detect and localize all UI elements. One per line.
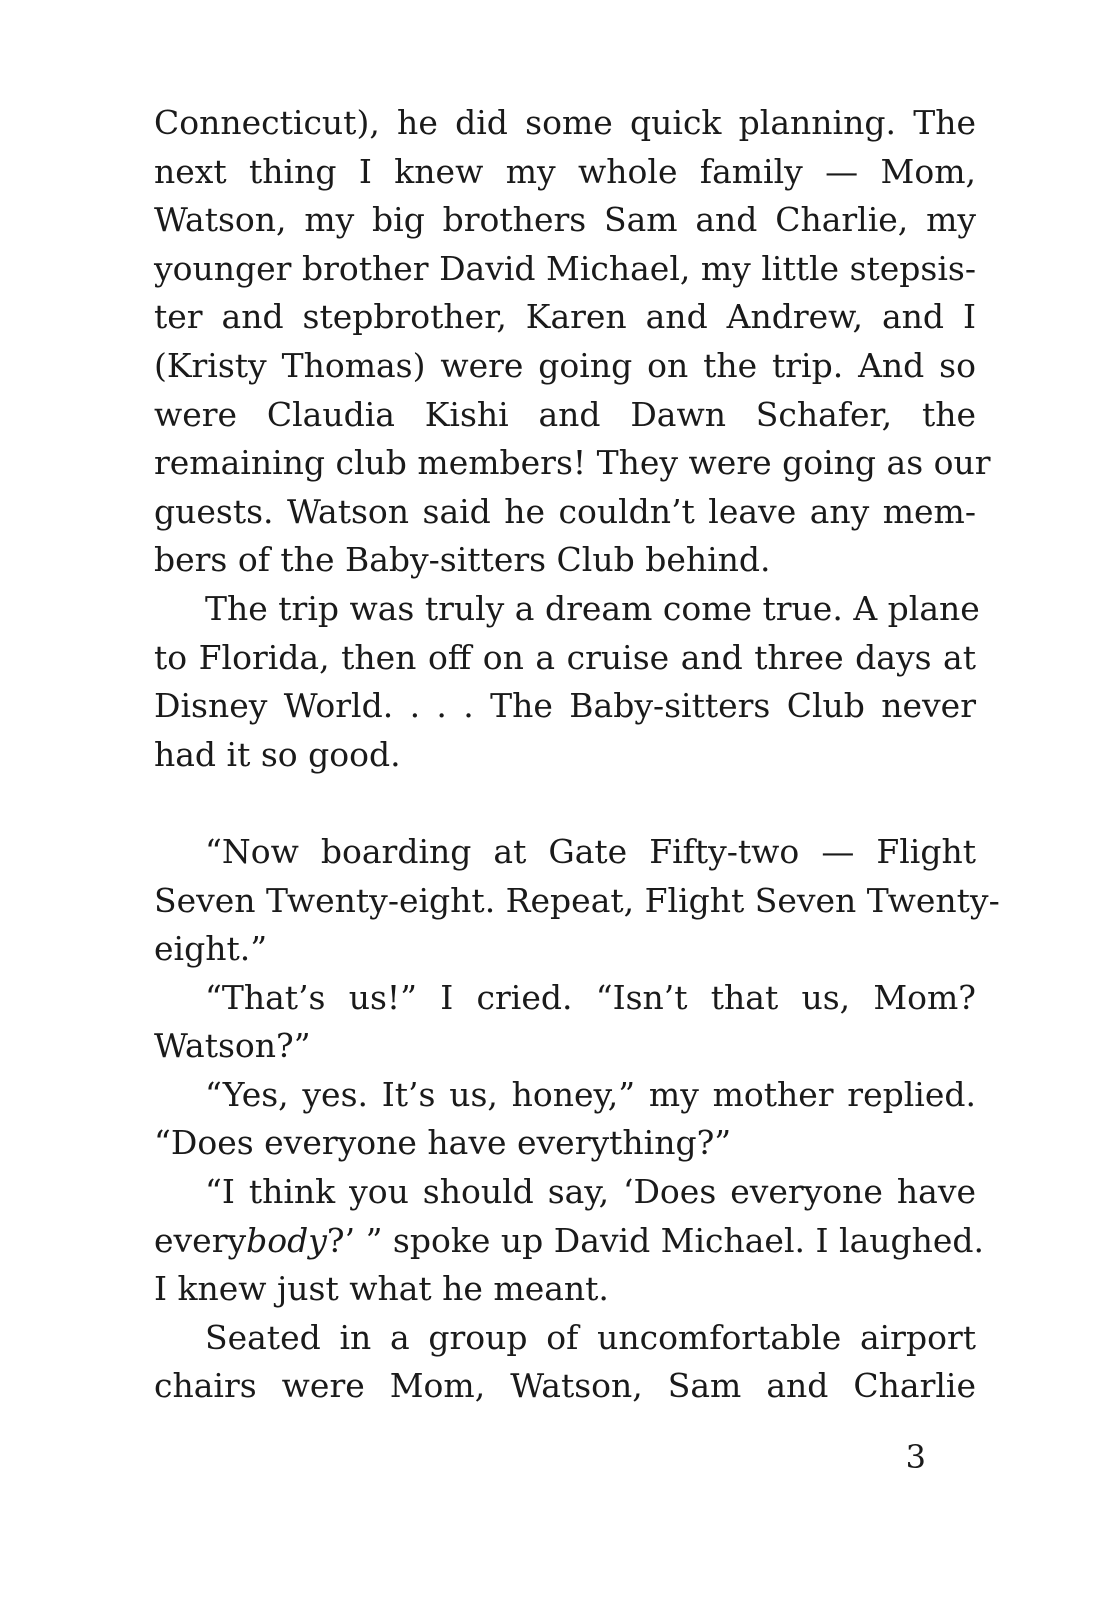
italic-emphasis: body [246,1220,327,1260]
text-line: “I think you should say, ‘Does everyone have [205,1172,976,1212]
text-line: Connecticut), he did some quick planning. The [154,103,976,142]
text-line: “Yes, yes. It’s us, honey,” my mother replied. [205,1074,976,1114]
body-text [154,99,1000,1411]
text-line: The trip was truly a dream come true. A plane [205,588,980,628]
text-run: every [154,1220,247,1260]
text-line: (Kristy Thomas) were going on the trip. And so [154,345,976,385]
text-line: “Now boarding at Gate Fifty-two — Flight [205,831,976,871]
text-line: “That’s us!” I cried. “Isn’t that us, Mom? [205,977,976,1017]
text-line: bers of the Baby-sitters Club behind. [154,540,771,580]
section-break [154,779,976,828]
text-line: younger brother David Michael, my little stepsis- [154,248,976,288]
text-line: “Does everyone have everything?” [154,1123,732,1163]
text-line: next thing I knew my whole family — Mom, [154,151,976,191]
text-line: Seated in a group of uncomfortable airport [205,1317,976,1357]
text-line: Seven Twenty-eight. Repeat, Flight Seven Twenty- [154,880,1000,920]
text-line: to Florida, then off on a cruise and three days at [154,637,976,677]
text-line: were Claudia Kishi and Dawn Schafer, the [154,394,976,434]
text-line: I knew just what he meant. [154,1269,609,1309]
text-run: ?’ ” spoke up David Michael. I laughed. [326,1220,985,1260]
text-line: had it so good. [154,734,401,774]
text-line: Watson, my big brothers Sam and Charlie, my [154,200,976,240]
text-line: Watson?” [154,1026,311,1066]
text-line: remaining club members! They were going as our [154,443,991,483]
text-line [154,1217,985,1266]
page-number: 3 [905,1438,926,1476]
text-line: guests. Watson said he couldn’t leave any mem- [154,491,976,531]
text-line: eight.” [154,929,268,969]
text-line: ter and stepbrother, Karen and Andrew, and I [154,297,976,337]
text-line: Disney World. . . . The Baby-sitters Club never [154,686,976,726]
text-line: chairs were Mom, Watson, Sam and Charlie [154,1366,976,1406]
